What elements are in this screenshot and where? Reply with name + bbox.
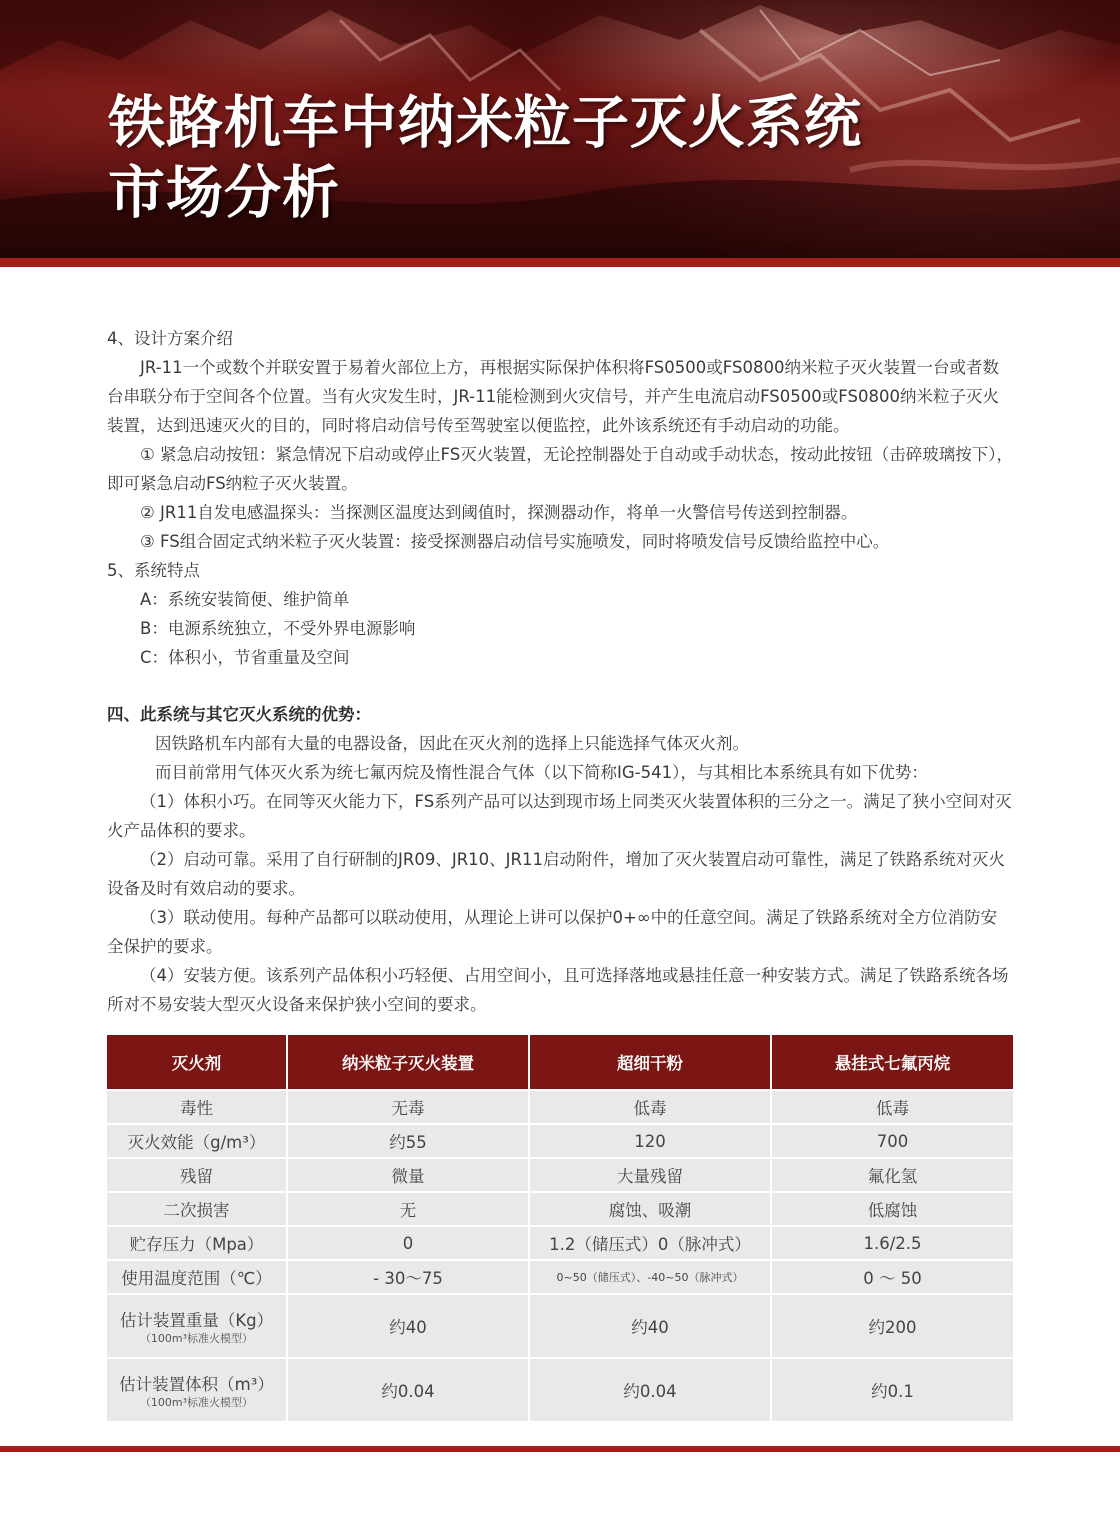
table-row <box>107 1294 1013 1358</box>
table-cell: 腐蚀、吸潮 <box>529 1192 771 1226</box>
advantages-heading: 四、此系统与其它灭火系统的优势： <box>107 705 371 724</box>
table-cell: 氟化氢 <box>771 1158 1013 1192</box>
table-cell: 无毒 <box>287 1090 529 1124</box>
table-cell: 约40 <box>287 1294 529 1358</box>
table-cell: - 30～75 <box>287 1260 529 1294</box>
advantage-point-3: （3）联动使用。每种产品都可以联动使用，从理论上讲可以保护0+∞中的任意空间。满足了铁路系统对全方位消防安全保护的要求。 <box>107 908 998 956</box>
table-cell: 1.2（储压式）0（脉冲式） <box>529 1226 771 1260</box>
footer-rule <box>0 1446 1120 1452</box>
title-line-2: 市场分析 <box>108 160 340 226</box>
row-label-cell <box>107 1294 287 1358</box>
table-cell: 低毒 <box>529 1090 771 1124</box>
table-cell: 低腐蚀 <box>771 1192 1013 1226</box>
table-cell: 0 <box>287 1226 529 1260</box>
table-cell: 约0.04 <box>529 1358 771 1421</box>
section5-item-b: B：电源系统独立，不受外界电源影响 <box>140 619 416 638</box>
advantages-intro-1: 因铁路机车内部有大量的电器设备，因此在灭火剂的选择上只能选择气体灭火剂。 <box>155 734 749 753</box>
section4-item-3: ③ FS组合固定式纳米粒子灭火装置：接受探测器启动信号实施喷发，同时将喷发信号反馈给监控中心。 <box>140 532 890 551</box>
banner-stripe <box>0 258 1120 267</box>
table-cell: 约40 <box>529 1294 771 1358</box>
section5-heading: 5、系统特点 <box>107 561 200 580</box>
table-cell: 约0.04 <box>287 1358 529 1421</box>
row-label: 估计装置重量（Kg） <box>119 1310 274 1330</box>
table-cell: 微量 <box>287 1158 529 1192</box>
section5-item-c: C：体积小，节省重量及空间 <box>140 648 350 667</box>
table-cell: 约0.1 <box>771 1358 1013 1421</box>
table-row <box>107 1124 1013 1158</box>
row-sublabel: （100m³标准火模型） <box>139 1331 254 1345</box>
table-row <box>107 1260 1013 1294</box>
table-cell: 0 ～ 50 <box>771 1260 1013 1294</box>
table-row <box>107 1192 1013 1226</box>
title-line-1: 铁路机车中纳米粒子灭火系统 <box>108 90 862 156</box>
table-row <box>107 1090 1013 1124</box>
section4-item-2: ② JR11自发电感温探头：当探测区温度达到阈值时，探测器动作，将单一火警信号传送到控制器。 <box>140 503 858 522</box>
table-header-cell: 灭火剂 <box>107 1035 287 1090</box>
table-cell: 无 <box>287 1192 529 1226</box>
table-row <box>107 1358 1013 1421</box>
table-cell: 约55 <box>287 1124 529 1158</box>
table-row <box>107 1158 1013 1192</box>
row-label: 贮存压力（Mpa） <box>107 1226 287 1260</box>
table-cell: 0~50（储压式）、-40~50（脉冲式） <box>529 1260 771 1294</box>
advantage-point-2: （2）启动可靠。采用了自行研制的JR09、JR10、JR11启动附件，增加了灭火装置启动可靠性，满足了铁路系统对灭火设备及时有效启动的要求。 <box>107 850 1005 898</box>
advantages-intro-2: 而目前常用气体灭火系为统七氟丙烷及惰性混合气体（以下简称IG-541），与其相比本系统具有如下优势： <box>155 763 928 782</box>
table-header-cell: 纳米粒子灭火装置 <box>287 1035 529 1090</box>
row-label: 残留 <box>107 1158 287 1192</box>
table-cell: 低毒 <box>771 1090 1013 1124</box>
section4-paragraph: JR-11一个或数个并联安置于易着火部位上方，再根据实际保护体积将FS0500或FS0800纳米粒子灭火装置一台或者数台串联分布于空间各个位置。当有火灾发生时，JR-11能检测到火灾信号，并产生电流启动FS0500或FS0800纳米粒子灭火装置，达到迅速灭火的目的，同时将启动信号传至驾驶室以便监控，此外该系统还有手动启动的功能。 <box>107 358 999 435</box>
table-header-cell: 悬挂式七氟丙烷 <box>771 1035 1013 1090</box>
row-label-cell <box>107 1358 287 1421</box>
table-cell: 120 <box>529 1124 771 1158</box>
table-cell: 约200 <box>771 1294 1013 1358</box>
table-row <box>107 1226 1013 1260</box>
page-title <box>108 88 862 228</box>
row-label: 灭火效能（g/m³） <box>107 1124 287 1158</box>
row-label: 估计装置体积（m³） <box>119 1374 274 1394</box>
table-header-row <box>107 1035 1013 1090</box>
section5-item-a: A：系统安装简便、维护简单 <box>140 590 350 609</box>
advantage-point-4: （4）安装方便。该系列产品体积小巧轻便、占用空间小，且可选择落地或悬挂任意一种安装方式。满足了铁路系统各场所对不易安装大型灭火设备来保护狭小空间的要求。 <box>107 966 1009 1014</box>
table-cell: 700 <box>771 1124 1013 1158</box>
table-cell: 1.6/2.5 <box>771 1226 1013 1260</box>
row-label: 二次损害 <box>107 1192 287 1226</box>
row-sublabel: （100m³标准火模型） <box>139 1395 254 1409</box>
body-content <box>107 324 1013 1019</box>
section4-heading: 4、设计方案介绍 <box>107 329 233 348</box>
table-header-cell: 超细干粉 <box>529 1035 771 1090</box>
comparison-table <box>107 1035 1013 1421</box>
row-label: 使用温度范围（℃） <box>107 1260 287 1294</box>
table-cell: 大量残留 <box>529 1158 771 1192</box>
section4-item-1: ① 紧急启动按钮：紧急情况下启动或停止FS灭火装置，无论控制器处于自动或手动状态，按动此按钮（击碎玻璃按下），即可紧急启动FS纳粒子灭火装置。 <box>107 445 1013 493</box>
header-banner <box>0 0 1120 258</box>
advantage-point-1: （1）体积小巧。在同等灭火能力下，FS系列产品可以达到现市场上同类灭火装置体积的三分之一。满足了狭小空间对灭火产品体积的要求。 <box>107 792 1012 840</box>
row-label: 毒性 <box>107 1090 287 1124</box>
